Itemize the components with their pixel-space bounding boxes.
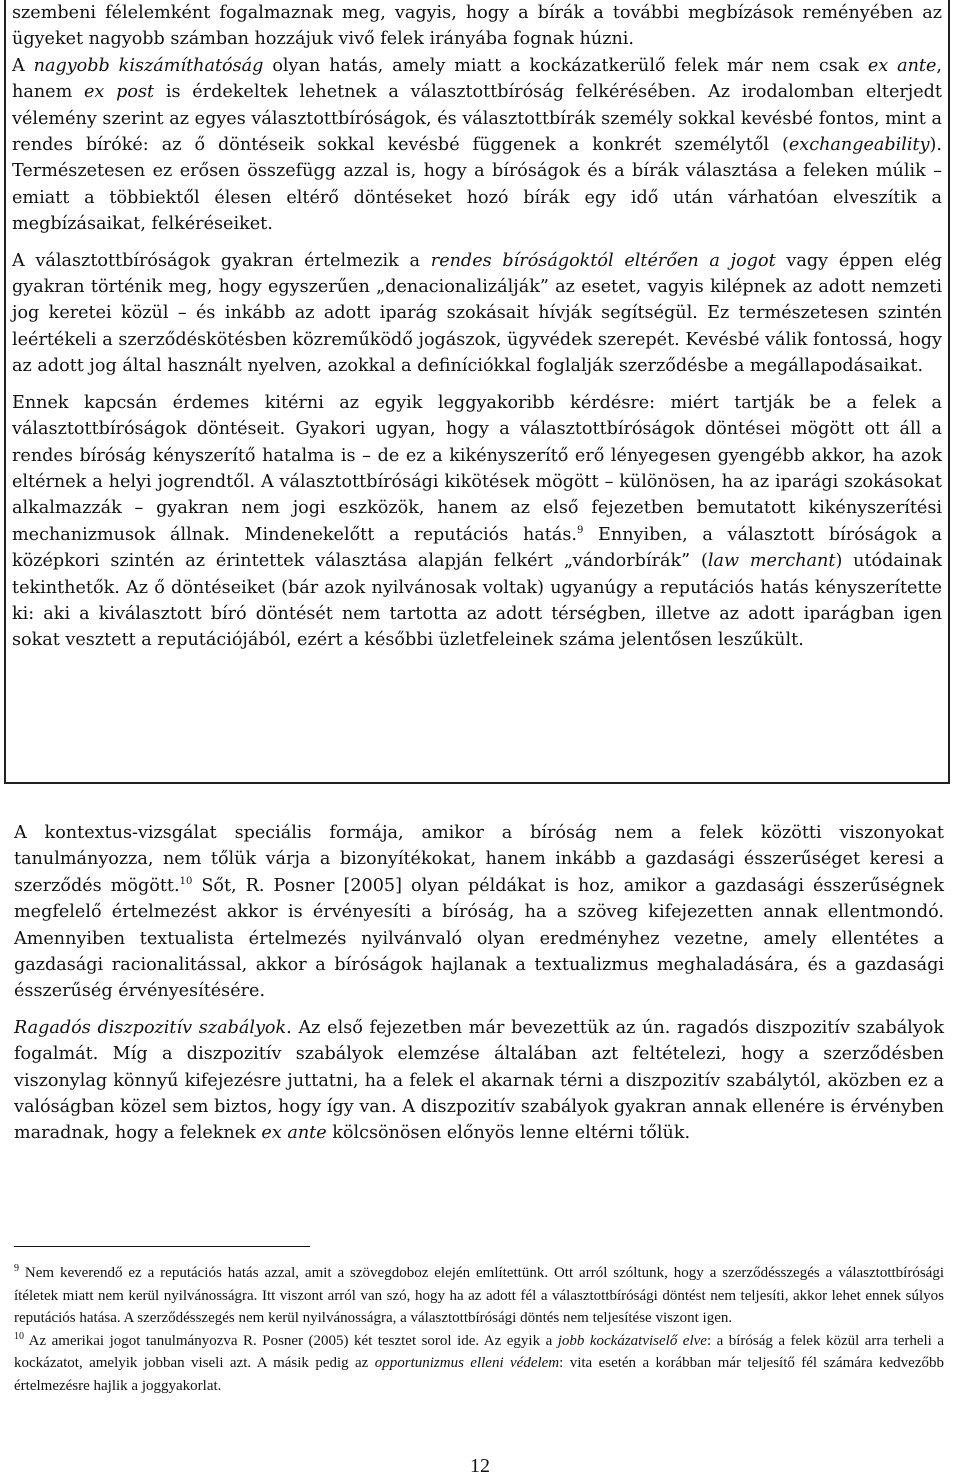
box-paragraph-2: A választottbíróságok gyakran értelmezik a rendes bíróságoktól eltérően a jogot vagy éppen elég gyakran történik meg, hogy egyszerűen „denacionalizálják” az esetet, vagyis kilépnek az adott nemzeti jog keretei közül – és inkább az adott iparág szokásait hívják segítségül. Ez természetesen szintén leértékeli a szerződéskötésben közreműködő jogászok, ügyvédek szerepét. Kevésbé válik fontossá, hogy az adott jog által használt nyelven, azokkal a definíciókkal foglalják szerződésbe a megállapodásaikat. xyxy=(12,250,942,377)
text-box xyxy=(4,0,950,784)
page-number: 12 xyxy=(470,1455,490,1477)
main-paragraph-1: A kontextus-vizsgálat speciális formája, amikor a bíróság nem a felek közötti viszonyokat tanulmányozza, nem tőlük várja a bizonyítékokat, hanem inkább a gazdasági ésszerűséget keresi a szerződés mögött.$^{10}$ Sőt, R. Posner [2005] olyan példákat is hoz, amikor a gazdasági ésszerűségnek megfelelő értelmezést akkor is érvényesíti a bíróság, ha a szöveg kifejezetten annak ellentmondó. Amennyiben textualista értelmezés nyilvánvaló olyan eredményhez vezetne, amely ellentétes a gazdasági racionalitással, akkor a bíróságok hajlanak a textualizmus meghaladására, és a gazdasági ésszerűség érvényesítésére. xyxy=(14,823,944,1002)
footnote-9: $^9$ Nem keverendő ez a reputációs hatás azzal, amit a szövegdoboz elején említettünk. Ott arról szóltunk, hogy a szerződésszegés a választottbírósági ítéletek miatt nem kerül nyilvánosságra. Itt viszont arról van szó, hogy ha az adott fél a választottbírósági döntést nem teljesíti, akkor lehet ennek súlyos reputációs hatása. A szerződésszegés nem kerül nyilvánosságra, a választottbírósági döntés nem teljesítése viszont igen. xyxy=(14,1263,944,1326)
footnotes xyxy=(14,1262,944,1397)
footnote-10: $^{10}$ Az amerikai jogot tanulmányozva R. Posner (2005) két tesztet sorol ide. Az egyik a jobb kockázatviselő elve: a bíróság a felek közül arra terheli a kockázatot, amelyik jobban viseli azt. A másik pedig az opportunizmus elleni védelem: vita esetén a korábban már teljesítő fél számára kedvezőbb értelmezésre hajlik a joggyakorlat. xyxy=(14,1330,944,1394)
section-heading-inline: Ragadós diszpozitív szabályok xyxy=(14,1017,287,1038)
footnote-ref-10[interactable]: 10 xyxy=(179,875,193,887)
box-paragraph-1: szembeni félelemként fogalmaznak meg, vagyis, hogy a bírák a további megbízások reményében az ügyeket nagyobb számban hozzájuk vivő felek irányába fognak húzni. A nagyobb kiszámíthatóság olyan hatás, amely miatt a kockázatkerülő felek már nem csak ex ante, hanem ex post is érdekeltek lehetnek a választottbíróság felkérésében. Az irodalomban elterjedt vélemény szerint az egyes választottbíróságok, és választottbírák személy sokkal kevésbé fontos, mint a rendes bíróké: az ő döntéseik sokkal kevésbé függenek a konkrét személytől (exchangeability). Természetesen ez erősen összefügg azzal is, hogy a bíróságok és a bírák választása a feleken múlik – emiatt a többiektől élesen eltérő döntéseket hozó bírák egy idő után várhatóan elveszítik a megbízásaikat, felkéréseiket. xyxy=(12,3,942,235)
footnote-separator xyxy=(14,1246,310,1247)
footnote-ref-9[interactable]: 9 xyxy=(576,524,584,536)
main-text xyxy=(14,820,944,1157)
main-paragraph-2: Ragadós diszpozitív szabályok. Az első fejezetben már bevezettük az ún. ragadós diszpozitív szabályok fogalmát. Míg a diszpozitív szabályok elemzése általában azt feltételezi, hogy a szerződésben viszonylag könnyű kifejezésre juttatni, ha a felek el akarnak térni a diszpozitív szabálytól, aközben ez a valóságban közel sem biztos, hogy így van. A diszpozitív szabályok gyakran annak ellenére is érvényben maradnak, hogy a feleknek ex ante kölcsönösen előnyös lenne eltérni tőlük. xyxy=(14,1017,944,1144)
box-paragraph-3: Ennek kapcsán érdemes kitérni az egyik leggyakoribb kérdésre: miért tartják be a felek a választottbíróságok döntéseit. Gyakori ugyan, hogy a választottbíróságok döntései mögött ott áll a rendes bíróság kényszerítő hatalma is – de ez a kikényszerítő erő lényegesen gyengébb akkor, ha azok eltérnek a helyi jogrendtől. A választottbírósági kikötések mögött – különösen, ha az iparági szokásokat alkalmazzák – gyakran nem jogi eszközök, hanem az első fejezetben bemutatott kikényszerítési mechanizmusok állnak. Mindenekelőtt a reputációs hatás.$^9$ Ennyiben, a választott bíróságok a középkori szintén az érintettek választása alapján felkért „vándorbírák” (law merchant) utódainak tekinthetők. Az ő döntéseiket (bár azok nyilvánosak voltak) ugyanúgy a reputációs hatás kényszerítette ki: aki a kiválasztott bíró döntését nem tartotta az adott térségben, illetve az adott iparágban igen sokat vesztett a reputációjából, ezért a későbbi üzletfeleinek száma jelentősen leszűkült. xyxy=(12,392,942,651)
